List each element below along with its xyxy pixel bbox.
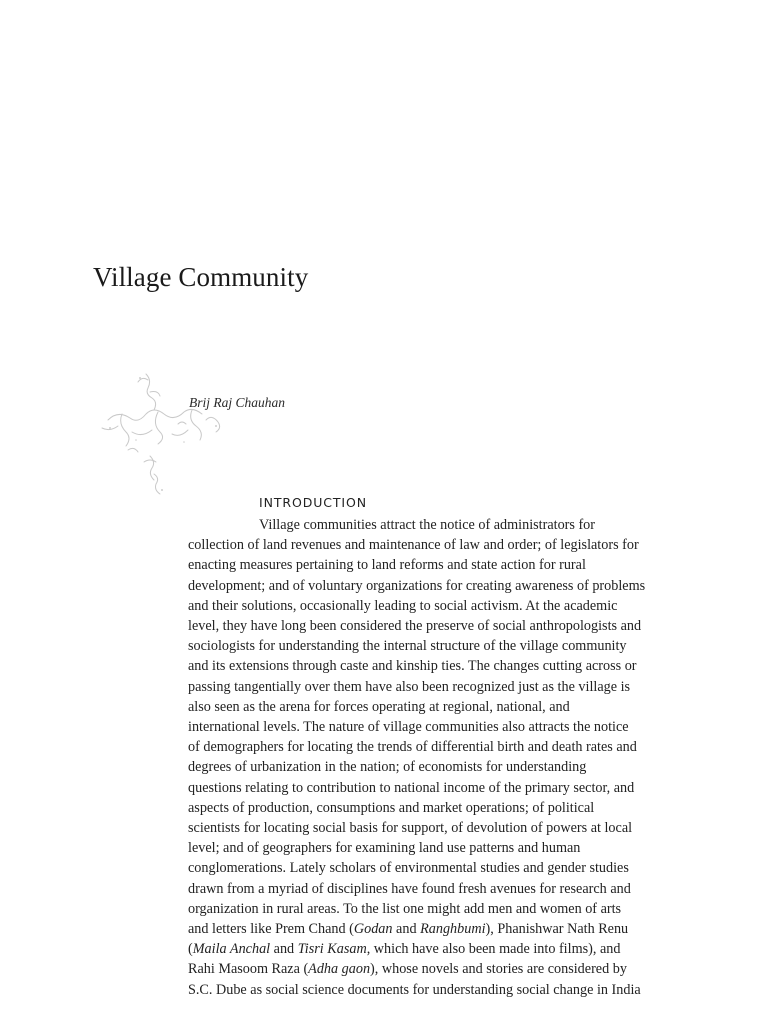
- text-run: development; and of voluntary organizations for creating awareness of problems: [188, 577, 646, 594]
- body-line: [188, 798, 678, 818]
- author-name: Brij Raj Chauhan: [189, 395, 286, 410]
- body-line: [188, 697, 678, 717]
- body-line: [188, 879, 678, 899]
- body-line: [188, 636, 678, 656]
- text-run: ), whose novels and stories are considered by: [370, 961, 627, 978]
- italic-title: Godan: [353, 921, 393, 938]
- text-run: also seen as the arena for forces operating at regional, national, and: [188, 698, 570, 715]
- text-run: Village communities attract the notice of administrators for: [259, 517, 595, 533]
- body-line: [188, 899, 678, 919]
- text-run: , which have also been made into films), and: [366, 941, 621, 958]
- body-line: [188, 778, 678, 798]
- body-line: [188, 596, 678, 616]
- text-run: level; and of geographers for examining land use patterns and human: [188, 840, 581, 857]
- floral-sketch-icon: [88, 362, 238, 502]
- text-run: and: [270, 941, 298, 958]
- body-line: [188, 616, 678, 636]
- text-run: and their solutions, occasionally leading to social activism. At the academic: [188, 597, 618, 614]
- text-run: Rahi Masoom Raza (: [188, 961, 309, 978]
- body-line: [188, 515, 678, 535]
- text-run: of demographers for locating the trends of differential birth and death rates and: [188, 739, 637, 756]
- text-run: organization in rural areas. To the list one might add men and women of arts: [188, 900, 622, 917]
- body-line: [188, 535, 678, 555]
- italic-title: Ranghbumi: [420, 921, 486, 938]
- text-run: scientists for locating social basis for support, of devolution of powers at local: [188, 820, 633, 837]
- body-line: [188, 959, 678, 979]
- text-run: and: [392, 921, 421, 938]
- italic-title: Maila Anchal: [192, 941, 271, 958]
- text-run: enacting measures pertaining to land reforms and state action for rural: [188, 557, 586, 574]
- body-line: [188, 677, 678, 697]
- italic-title: Tisri Kasam: [297, 941, 367, 958]
- text-run: aspects of production, consumptions and market operations; of political: [188, 799, 595, 816]
- text-run: and letters like Prem Chand (: [188, 921, 354, 938]
- text-run: sociologists for understanding the internal structure of the village community: [188, 638, 627, 655]
- text-run: degrees of urbanization in the nation; of economists for understanding: [188, 759, 587, 776]
- body-line: [188, 818, 678, 838]
- body-line: [188, 919, 678, 939]
- section-heading: INTRODUCTION: [259, 495, 368, 510]
- text-run: passing tangentially over them have also been recognized just as the village is: [188, 678, 631, 695]
- text-run: S.C. Dube as social science documents for understanding social change in India: [188, 981, 641, 998]
- italic-title: Adha gaon: [308, 961, 371, 978]
- text-run: drawn from a myriad of disciplines have found fresh avenues for research and: [188, 880, 631, 897]
- body-line: [188, 737, 678, 757]
- text-run: questions relating to contribution to national income of the primary sector, and: [188, 779, 635, 796]
- chapter-title: Village Community: [93, 262, 309, 292]
- text-run: collection of land revenues and maintenance of law and order; of legislators for: [188, 537, 639, 554]
- body-line: [188, 939, 678, 959]
- section-body: [188, 515, 678, 1000]
- text-run: and its extensions through caste and kinship ties. The changes cutting across or: [188, 658, 637, 675]
- body-line: [188, 858, 678, 878]
- body-line: [188, 980, 678, 1000]
- body-line: [188, 757, 678, 777]
- text-run: level, they have long been considered the preserve of social anthropologists and: [188, 618, 642, 635]
- text-run: conglomerations. Lately scholars of environmental studies and gender studies: [188, 860, 629, 877]
- text-run: international levels. The nature of village communities also attracts the notice: [188, 719, 629, 736]
- body-line: [188, 576, 678, 596]
- text-run: ), Phanishwar Nath Renu: [485, 921, 629, 938]
- body-line: [188, 717, 678, 737]
- text-run: (: [188, 941, 193, 958]
- body-line: [188, 555, 678, 575]
- body-line: [188, 656, 678, 676]
- body-line: [188, 838, 678, 858]
